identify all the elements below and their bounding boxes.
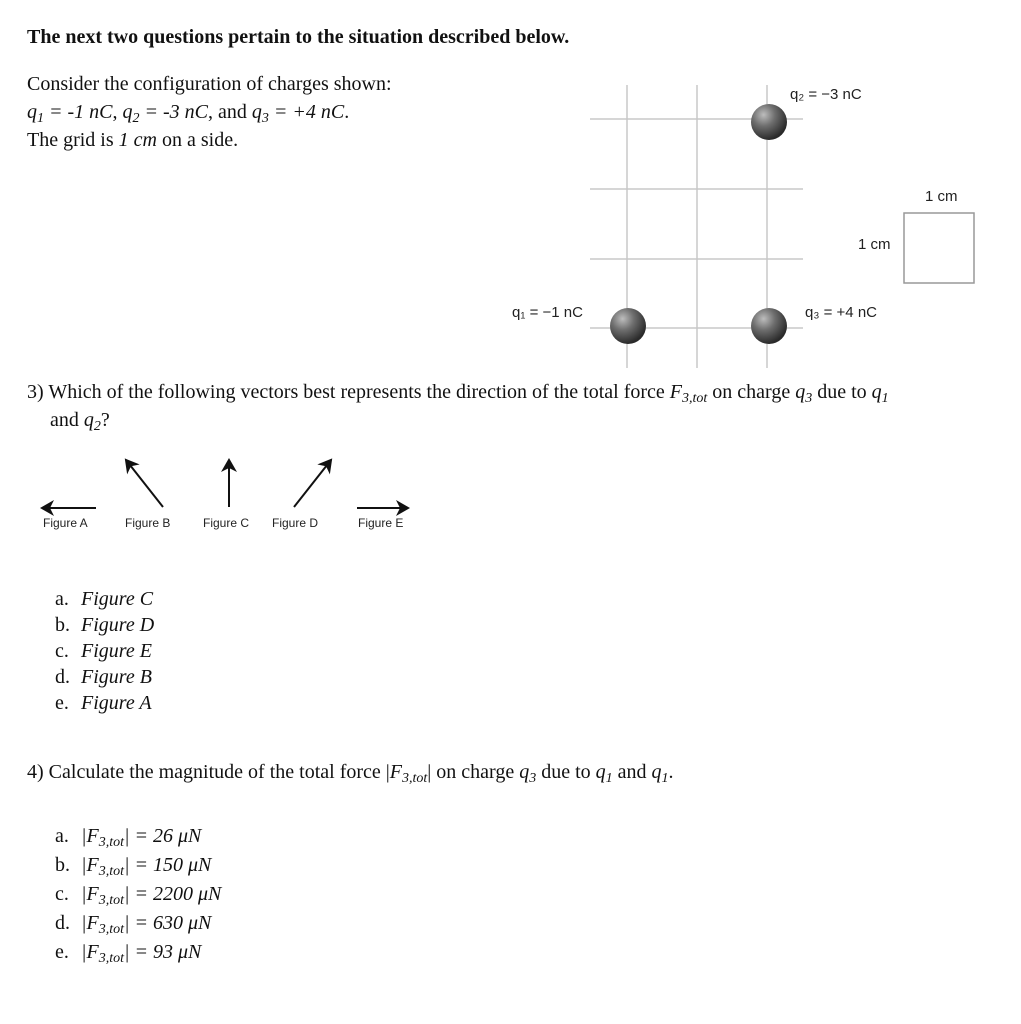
figure-c-label: Figure C (203, 516, 250, 530)
list-item[interactable]: b. Figure D (55, 614, 155, 636)
intro-line-2: $q_1 = -1$ nC, $q_2 = -3$ nC, and $q_3 = +4$ nC. (27, 101, 350, 126)
list-item[interactable]: c. Figure E (55, 640, 152, 662)
figure-d-arrow (294, 460, 331, 507)
figure-d-label: Figure D (272, 516, 319, 530)
q2-label: q₂ = −3 nC (790, 86, 862, 103)
figure-b-label: Figure B (125, 516, 171, 530)
list-item[interactable]: a. Figure C (55, 588, 154, 610)
list-item[interactable]: d. Figure B (55, 666, 152, 688)
figure-b-arrow (126, 460, 163, 507)
list-item[interactable]: c. $|F_{3,tot}| = 2200$ μN (55, 883, 222, 908)
intro-line-1: Consider the configuration of charges shown: (27, 73, 392, 95)
question-4-text: 4) Calculate the magnitude of the total force $|F_{3,tot}|$ on charge $q_3$ due to $q_1$ and $q_1$. (27, 761, 674, 786)
list-item[interactable]: d. $|F_{3,tot}| = 630$ μN (55, 912, 212, 937)
scale-label-top: 1 cm (925, 188, 958, 205)
figure-e-label: Figure E (358, 516, 404, 530)
list-item[interactable]: a. $|F_{3,tot}| = 26$ μN (55, 825, 202, 850)
q1-label: q₁ = −1 nC (512, 304, 583, 321)
list-item[interactable]: e. Figure A (55, 692, 152, 714)
question-3-options (55, 586, 154, 716)
scale-label-side: 1 cm (858, 236, 891, 253)
question-3-text: 3) Which of the following vectors best represents the direction of the total force $F_{3,tot}$ on charge $q_3$ due to $q_1$ and $q_2$? (27, 381, 889, 434)
figure-a-label: Figure A (43, 516, 88, 530)
list-item[interactable]: e. $|F_{3,tot}| = 93$ μN (55, 941, 202, 966)
question-4-options (55, 822, 221, 967)
intro-heading: The next two questions pertain to the situation described below. (27, 26, 570, 48)
intro-line-3: The grid is 1 cm on a side. (27, 129, 239, 151)
q3-label: q₃ = +4 nC (805, 304, 877, 321)
list-item[interactable]: b. $|F_{3,tot}| = 150$ μN (55, 854, 212, 879)
